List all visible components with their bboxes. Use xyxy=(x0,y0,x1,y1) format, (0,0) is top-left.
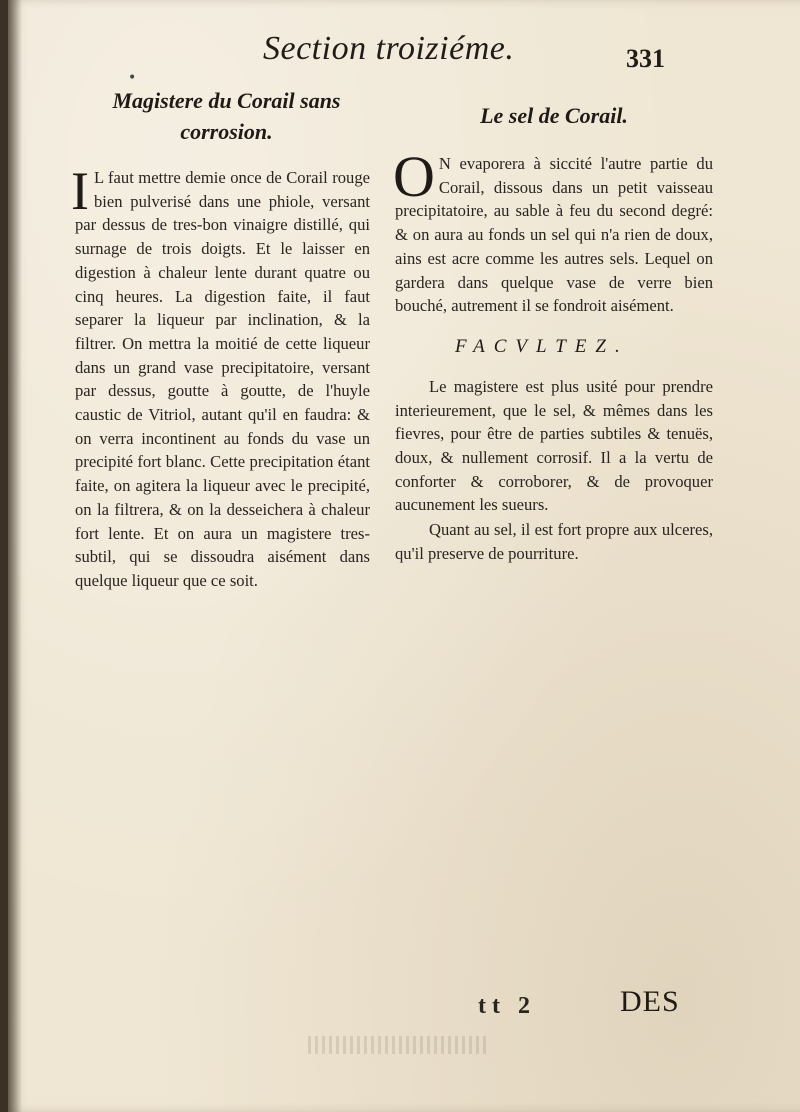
page-number: 331 xyxy=(626,44,665,73)
right-column xyxy=(395,85,713,566)
drop-cap-initial: O xyxy=(393,144,435,209)
right-body-paragraph xyxy=(393,144,713,318)
page-footer xyxy=(8,985,800,1025)
left-section-heading: Magistere du Corail sans corrosion. xyxy=(112,88,341,144)
right-body-text: N evaporera à siccité l'autre partie du Corail, dissous dans un petit vaisseau precipitatoire, au sable à feu du second degré: & on aura au fonds un sel qui n'a rien de doux, ains est acre comme les autres sels. Lequel on gardera dans quelque vase de verre bien bouché, autrement il se fondroit aisément. xyxy=(395,154,713,316)
faculties-paragraph-1: Le magistere est plus usité pour prendre interieurement, que le sel, & mêmes dans les fievres, pour être de parties subtiles & tenuës, doux, & nullement corrosif. Il a la vertu de conforter & corroborer, & de provoquer aucunement les sueurs. xyxy=(395,376,713,515)
right-section-heading: Le sel de Corail. xyxy=(480,103,628,128)
section-title: Section troiziéme. xyxy=(263,30,515,67)
faculties-heading: FACVLTEZ. xyxy=(455,335,629,357)
spine-shadow xyxy=(8,0,22,1112)
catchword: DES xyxy=(620,985,680,1018)
signature-mark: tt 2 xyxy=(478,993,536,1019)
faculties-paragraph-2: Quant au sel, il est fort propre aux ulceres, qu'il preserve de pourriture. xyxy=(395,520,713,563)
running-head xyxy=(8,30,800,86)
book-page xyxy=(8,0,800,1112)
left-column xyxy=(71,85,370,593)
left-body-text: L faut mettre demie once de Corail rouge bien pulverisé dans une phiole, versant par dessus de tres-bon vinaigre distillé, qui surnage de trois doigts. Et le laisser en digestion à chaleur lente durant quatre ou cinq heures. La digestion faite, il faut separer la liqueur par inclination, & la filtrer. On mettra la moitié de cette liqueur dans un grand vase precipitatoire, versant par dessus, goutte à goutte, de l'huyle caustic de Vitriol, autant qu'il en faudra: & on verra incontinent au fonds du vase un precipité fort blanc. Cette precipitation étant faite, on agitera la liqueur avec le precipité, on la filtrera, & on la desseichera à chaleur fort lente. Et on aura un magistere tres-subtil, qui se dissoudra aisément dans quelque liqueur que ce soit. xyxy=(75,168,370,590)
show-through-bleed xyxy=(308,1036,488,1054)
stray-ink-mark: • xyxy=(128,70,137,86)
drop-cap-initial: I xyxy=(71,161,89,221)
left-body-paragraph xyxy=(71,161,370,593)
